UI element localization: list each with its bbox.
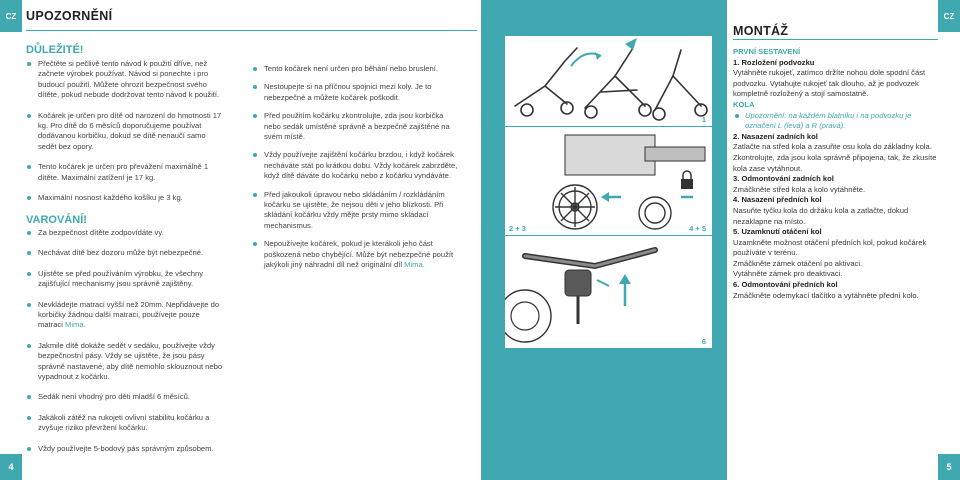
list-item: Maximální nosnost každého košíku je 3 kg. xyxy=(26,193,226,203)
list-item: Sedák není vhodný pro děti mladší 6 měsíců. xyxy=(26,392,226,402)
brand-mima: Mima. xyxy=(404,260,425,270)
step-2-title: 2. Nasazení zadních kol xyxy=(733,131,818,141)
list-item: Jakmile dítě dokáže sedět v sedáku, používejte vždy bezpečnostní pásy. Vždy se ujistěte, že jsou pásy správně nastavené, aby dítě nemohlo sklouznout nebo vypadnout z kočárku. xyxy=(26,341,226,383)
list-item: Nechávat dítě bez dozoru může být nebezpečné. xyxy=(26,248,226,258)
page-title-assembly: MONTÁŽ xyxy=(733,24,789,38)
list-item: Vždy používejte 5-bodový pás správným způsobem. xyxy=(26,444,226,454)
list-item: Před použitím kočárku zkontrolujte, zda jsou korbička nebo sedák umístěné správně a bezpečně zajištěné na svém místě. xyxy=(252,111,462,142)
title-underline-left xyxy=(26,30,477,31)
figure-front-wheel-removal xyxy=(505,236,712,348)
stroller-unfold-illustration xyxy=(505,36,712,126)
figure-rear-wheels xyxy=(505,127,712,235)
list-item xyxy=(26,300,226,331)
figure-unfold-chassis xyxy=(505,36,712,126)
list-item: Ujistěte se před používáním výrobku, že všechny zajišťující mechanismy jsou správně zajištěny. xyxy=(26,269,226,290)
page-number-left: 4 xyxy=(0,454,22,480)
step-5-text-3: Vytáhněte zámek pro deaktivaci. xyxy=(733,269,843,279)
step-3-title: 3. Odmontování zadních kol xyxy=(733,174,834,184)
step-6-title: 6. Odmontování předních kol xyxy=(733,280,838,290)
list-item: Za bezpečnost dítěte zodpovídáte vy. xyxy=(26,228,226,238)
list-item: Tento kočárek není určen pro běhání nebo bruslení. xyxy=(252,64,462,74)
wheels-heading: KOLA xyxy=(733,99,755,109)
warnings-column-2 xyxy=(252,64,462,277)
step-5-text-1: Uzamkněte možnost otáčení předních kol, pokud kočárek používáte v terénu. xyxy=(733,237,927,258)
wheels-note: Upozornění: na každém blatníku i na podvozku je označení L (levá) a R (pravá). xyxy=(733,111,938,132)
step-5-text-2: Zmáčkněte zámek otáčení po aktivaci. xyxy=(733,258,863,268)
language-tab-left: CZ xyxy=(0,0,22,32)
important-list xyxy=(26,59,226,209)
list-item: Nestoupejte si na příčnou spojnici mezi koly. Je to nebezpečné a můžete kočárek poškodit. xyxy=(252,82,462,103)
page-title-warnings: UPOZORNĚNÍ xyxy=(26,9,113,23)
page-number-right: 5 xyxy=(938,454,960,480)
list-item: Kočárek je určen pro dítě od narození do hmotnosti 17 kg. Pro dítě do 6 měsíců doporučujeme používat dodávanou korbičku, dokud se dítě nenaučí samo sedět bez opory. xyxy=(26,111,226,153)
step-5-title: 5. Uzamknutí otáčení kol xyxy=(733,227,822,237)
figure-label-6: 6 xyxy=(701,337,706,346)
spare-parts-text: Nepoužívejte kočárek, pokud je kterákoli jeho část poškozená nebo chybějící. Může být nebezpečné použít jakýkoli jiný náhradní díl než originální díl xyxy=(264,239,454,270)
figure-label-1: 1 xyxy=(701,115,706,124)
step-2-text: Zatlačte na střed kola a zasuňte osu kola do základny kola. Zkontrolujte, zda jsou kola správně připojena, tak, že zkusíte kola zase vytáhnout. xyxy=(733,142,937,173)
warning-list xyxy=(26,228,226,460)
step-3-text: Zmáčkněte střed kola a kolo vytáhněte. xyxy=(733,184,866,194)
figure-label-4-5: 4 + 5 xyxy=(689,224,706,233)
warning-heading: VAROVÁNÍ! xyxy=(26,214,87,226)
step-4-title: 4. Nasazení předních kol xyxy=(733,195,822,205)
list-item: Tento kočárek je určen pro převážení maximálně 1 dítěte. Maximální zatížení je 17 kg. xyxy=(26,162,226,183)
first-assembly-heading: PRVNÍ SESTAVENÍ xyxy=(733,47,801,56)
step-1-title: 1. Rozložení podvozku xyxy=(733,57,815,67)
list-item: Přečtěte si pečlivě tento návod k použití dříve, než začnete výrobek používat. Návod si ponechte i pro budoucí použití. Můžete ohrozit bezpečnost svého dítěte, pokud nebude dodržovat tento návod k použití. xyxy=(26,59,226,101)
list-item xyxy=(252,239,462,270)
rear-wheel-illustration xyxy=(505,127,712,235)
step-4-text: Nasuňte tyčku kola do držáku kola a zatlačte, dokud nezaklapne na místo. xyxy=(733,205,909,226)
list-item: Před jakoukoli úpravou nebo skládáním / rozkládáním kočárku se ujistěte, že nejsou děti v jeho blízkosti. Při skládání kočárku vždy mějte prsty mimo skládací mechanismus. xyxy=(252,190,462,232)
step-6-text: Zmáčkněte odemykací tlačítko a vytáhněte přední kolo. xyxy=(733,290,919,300)
language-tab-right: CZ xyxy=(938,0,960,32)
title-underline-right xyxy=(733,39,938,40)
mattress-text: Nevkládejte matraci vyšší než 20mm. Nepřidávejte do korbičky žádnou další matraci, používejte pouze matraci xyxy=(38,299,220,330)
assembly-instructions xyxy=(733,47,938,301)
front-wheel-illustration xyxy=(505,236,712,348)
important-heading: DŮLEŽITÉ! xyxy=(26,44,84,56)
figure-label-2-3: 2 + 3 xyxy=(509,224,526,233)
brand-mima: Mima. xyxy=(65,320,86,330)
list-item: Vždy používejte zajištění kočárku brzdou, i když kočárek necháváte stát po krátkou dobu. Vždy kočárek zabrzděte, když dítě dáváte do kočárku nebo z kočárku vyndáváte. xyxy=(252,150,462,181)
list-item: Jakákoli zátěž na rukojeti ovlivní stabilitu kočárku a zvyšuje riziko převržení kočárku. xyxy=(26,413,226,434)
step-1-text: Vytáhněte rukojeť, zatímco držíte nohou dole spodní část podvozku. Vytahujte rukojeť tak dlouho, až je podvozek kompletně rozložený a stojí samostatně. xyxy=(733,68,926,99)
